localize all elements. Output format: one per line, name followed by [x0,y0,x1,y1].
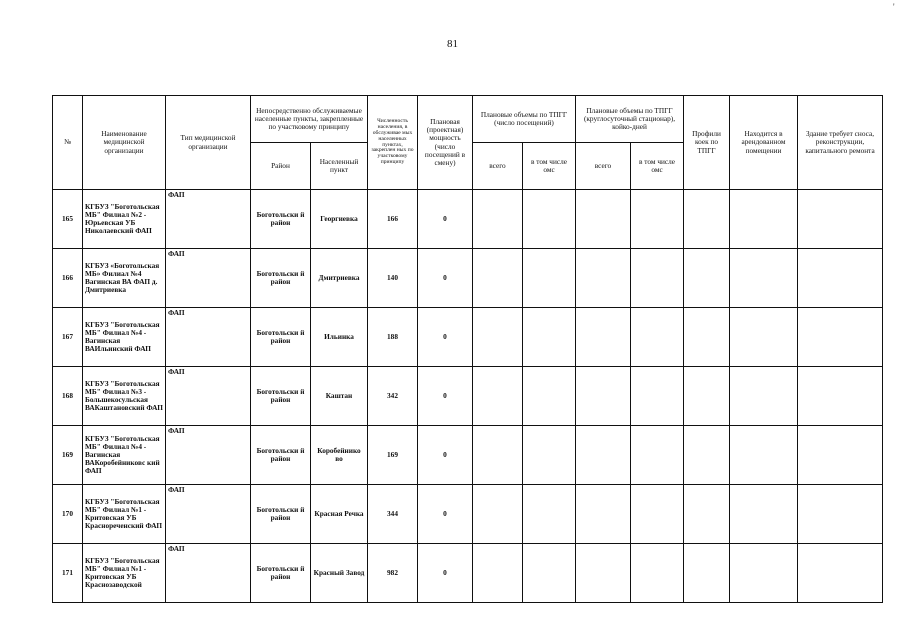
row-empty-cell [798,426,883,485]
row-locality: Каштан [311,367,368,426]
row-empty-cell [730,544,798,603]
row-district: Боготольски й район [251,190,311,249]
facilities-table [52,95,883,603]
row-empty-cell [684,249,730,308]
row-population: 342 [368,367,418,426]
row-empty-cell [473,544,523,603]
table-row [53,426,883,485]
row-empty-cell [730,426,798,485]
row-empty-cell [684,367,730,426]
header-num: № [53,96,83,190]
row-empty-cell [523,308,576,367]
row-population: 140 [368,249,418,308]
row-empty-cell [798,485,883,544]
row-empty-cell [473,367,523,426]
row-name: КГБУЗ "Боготольская МБ" Филиал №1 - Критовская УБ Краснозаводской [83,544,166,603]
row-num: 169 [53,426,83,485]
row-capacity: 0 [418,367,473,426]
header-localities-group: Непосредственно обслуживаемые населенные пункты, закрепленные по участковому принципу [251,96,368,143]
row-empty-cell [576,308,631,367]
row-num: 167 [53,308,83,367]
row-locality: Георгиевка [311,190,368,249]
header-visits-total: всего [473,143,523,190]
row-empty-cell [730,367,798,426]
row-locality: Ильинка [311,308,368,367]
row-district: Боготольски й район [251,426,311,485]
row-empty-cell [684,544,730,603]
row-empty-cell [576,485,631,544]
row-empty-cell [798,190,883,249]
row-type: ФАП [166,367,251,426]
row-empty-cell [523,485,576,544]
row-empty-cell [473,190,523,249]
header-repair: Здание требует сноса, реконструкции, капитального ремонта [798,96,883,190]
row-empty-cell [631,544,684,603]
table-row [53,249,883,308]
row-empty-cell [473,308,523,367]
row-empty-cell [473,426,523,485]
header-beds-total: всего [576,143,631,190]
row-population: 166 [368,190,418,249]
row-name: КГБУЗ "Боготольская МБ" Филиал №3 - Большекосульская ВАКаштановский ФАП [83,367,166,426]
row-type: ФАП [166,190,251,249]
row-type: ФАП [166,426,251,485]
table-row [53,544,883,603]
row-empty-cell [576,190,631,249]
row-capacity: 0 [418,190,473,249]
row-name: КГБУЗ "Боготольская МБ" Филиал №4 - Вагинская ВАИльинский ФАП [83,308,166,367]
row-capacity: 0 [418,485,473,544]
row-num: 171 [53,544,83,603]
row-empty-cell [523,249,576,308]
header-beds-group: Плановые объемы по ТПГГ (круглосуточный стационар), койко-дней [576,96,684,143]
table-row [53,190,883,249]
row-type: ФАП [166,485,251,544]
row-empty-cell [684,485,730,544]
row-empty-cell [631,485,684,544]
row-capacity: 0 [418,544,473,603]
row-num: 168 [53,367,83,426]
table-row [53,485,883,544]
header-capacity: Плановая (проектная) мощность (число посещений в смену) [418,96,473,190]
row-empty-cell [798,367,883,426]
row-locality: Дмитриевка [311,249,368,308]
row-empty-cell [631,367,684,426]
row-population: 188 [368,308,418,367]
row-type: ФАП [166,544,251,603]
row-empty-cell [473,249,523,308]
header-rented: Находится в арендованном помещении [730,96,798,190]
row-name: КГБУЗ "Боготольская МБ" Филиал №4 - Вагинская ВАКоробейниковс кий ФАП [83,426,166,485]
row-population: 169 [368,426,418,485]
row-district: Боготольски й район [251,308,311,367]
header-name: Наименование медицинской организации [83,96,166,190]
corner-mark: ' [893,2,895,12]
row-empty-cell [631,426,684,485]
row-empty-cell [576,426,631,485]
header-type: Тип медицинской организации [166,96,251,190]
row-name: КГБУЗ "Боготольская МБ" Филиал №2 - Юрьевская УБ Николаевский ФАП [83,190,166,249]
row-num: 166 [53,249,83,308]
row-type: ФАП [166,249,251,308]
row-district: Боготольски й район [251,485,311,544]
row-locality: Красная Речка [311,485,368,544]
row-empty-cell [798,249,883,308]
row-empty-cell [523,367,576,426]
header-district: Район [251,143,311,190]
row-empty-cell [730,249,798,308]
row-name: КГБУЗ «Боготольская МБ» Филиал №4 Вагинская ВА ФАП д. Дмитриевка [83,249,166,308]
row-empty-cell [684,308,730,367]
row-empty-cell [684,190,730,249]
row-empty-cell [576,367,631,426]
row-empty-cell [730,308,798,367]
row-population: 344 [368,485,418,544]
table-row [53,308,883,367]
row-capacity: 0 [418,249,473,308]
row-empty-cell [473,485,523,544]
row-name: КГБУЗ "Боготольская МБ" Филиал №1 - Критовская УБ Краснореченский ФАП [83,485,166,544]
row-empty-cell [523,426,576,485]
header-population: Численность населения, в обслуживае мых населенных пунктах, закреплен ных по участковому принципу [368,96,418,190]
row-capacity: 0 [418,426,473,485]
row-empty-cell [631,308,684,367]
row-empty-cell [576,249,631,308]
table-row [53,367,883,426]
header-locality: Населенный пункт [311,143,368,190]
row-empty-cell [730,190,798,249]
row-empty-cell [631,190,684,249]
row-district: Боготольски й район [251,367,311,426]
header-profiles: Профили коек по ТПГГ [684,96,730,190]
header-row-1 [53,96,883,143]
header-visits-oms: в том числе омс [523,143,576,190]
row-empty-cell [523,190,576,249]
row-locality: Коробейнико во [311,426,368,485]
row-num: 170 [53,485,83,544]
row-empty-cell [684,426,730,485]
row-population: 982 [368,544,418,603]
row-empty-cell [798,544,883,603]
row-capacity: 0 [418,308,473,367]
row-num: 165 [53,190,83,249]
header-beds-oms: в том числе омс [631,143,684,190]
row-empty-cell [523,544,576,603]
row-empty-cell [730,485,798,544]
row-empty-cell [798,308,883,367]
row-district: Боготольски й район [251,544,311,603]
row-district: Боготольски й район [251,249,311,308]
row-empty-cell [576,544,631,603]
row-empty-cell [631,249,684,308]
page-number: 81 [447,38,458,50]
row-type: ФАП [166,308,251,367]
row-locality: Красный Завод [311,544,368,603]
header-visits-group: Плановые объемы по ТПГГ (число посещений) [473,96,576,143]
